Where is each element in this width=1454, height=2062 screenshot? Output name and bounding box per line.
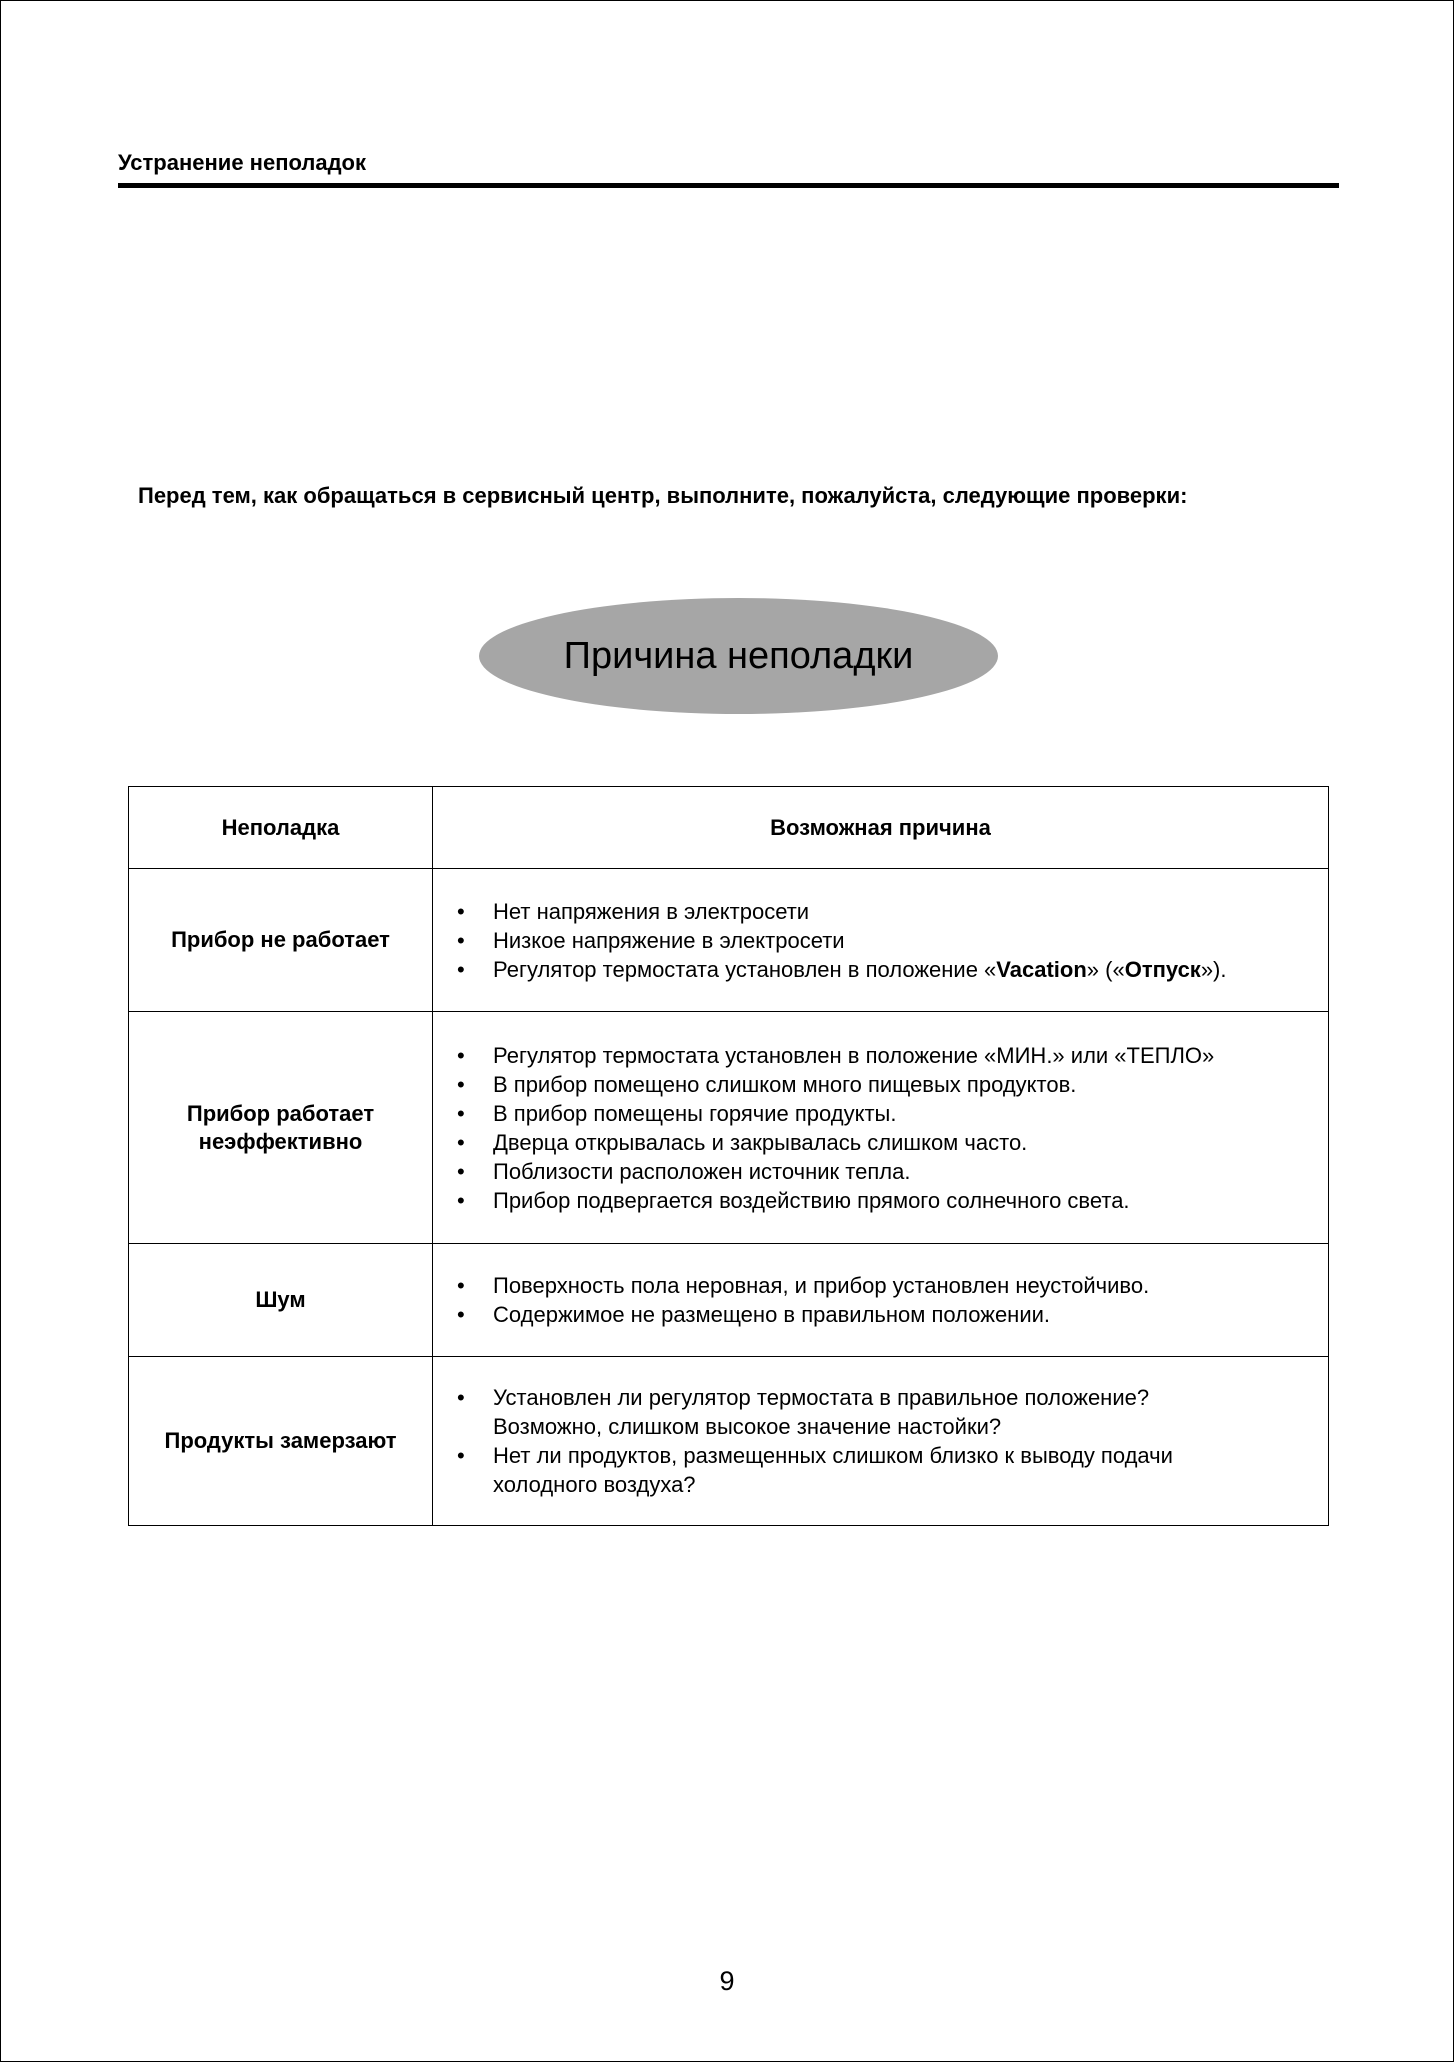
list-item: • Прибор подвергается воздействию прямого солнечного света. <box>457 1186 1308 1215</box>
cause-cell <box>433 1012 1329 1244</box>
cause-cell <box>433 869 1329 1012</box>
section-title: Устранение неполадок <box>118 150 366 175</box>
list-item: • Поблизости расположен источник тепла. <box>457 1157 1308 1186</box>
cause-list <box>445 1383 1328 1499</box>
list-item: • В прибор помещены горячие продукты. <box>457 1099 1308 1128</box>
cause-cell <box>433 1357 1329 1526</box>
banner-label: Причина неполадки <box>563 634 914 677</box>
cause-cell <box>433 1244 1329 1357</box>
header-problem: Неполадка <box>129 787 433 869</box>
banner-ellipse <box>479 598 998 714</box>
page-number: 9 <box>719 1966 735 1996</box>
cause-list <box>445 1271 1328 1329</box>
cause-list <box>445 1041 1328 1215</box>
list-item: • Нет напряжения в электросети <box>457 897 1308 926</box>
intro-text: Перед тем, как обращаться в сервисный центр, выполните, пожалуйста, следующие проверки: <box>138 483 1188 508</box>
list-item: • Дверца открывалась и закрывалась слишком часто. <box>457 1128 1308 1157</box>
troubleshooting-table <box>128 786 1329 1526</box>
table-row <box>129 1244 1329 1357</box>
list-item: • Поверхность пола неровная, и прибор установлен неустойчиво. <box>457 1271 1308 1300</box>
problem-cell <box>129 1012 433 1244</box>
list-item: • Низкое напряжение в электросети <box>457 926 1308 955</box>
cause-list <box>445 897 1328 984</box>
list-item: • Содержимое не размещено в правильном положении. <box>457 1300 1308 1329</box>
table-row <box>129 1357 1329 1526</box>
list-item: • Установлен ли регулятор термостата в правильное положение? Возможно, слишком высокое значение настойки? <box>457 1383 1308 1441</box>
list-item: • Регулятор термостата установлен в положение «МИН.» или «ТЕПЛО» <box>457 1041 1308 1070</box>
header-cause: Возможная причина <box>433 787 1329 869</box>
list-item: • Нет ли продуктов, размещенных слишком близко к выводу подачи холодного воздуха? <box>457 1441 1308 1499</box>
list-item: • В прибор помещено слишком много пищевых продуктов. <box>457 1070 1308 1099</box>
table-row <box>129 869 1329 1012</box>
problem-label: Прибор работает неэффективно <box>186 1100 375 1154</box>
table-header-row <box>129 787 1329 869</box>
problem-cell: Прибор не работает <box>129 869 433 1012</box>
list-item: • Регулятор термостата установлен в положение «Vacation» («Отпуск»). <box>457 955 1308 984</box>
header-rule <box>118 183 1339 188</box>
table-row <box>129 1012 1329 1244</box>
problem-cell: Шум <box>129 1244 433 1357</box>
problem-cell: Продукты замерзают <box>129 1357 433 1526</box>
